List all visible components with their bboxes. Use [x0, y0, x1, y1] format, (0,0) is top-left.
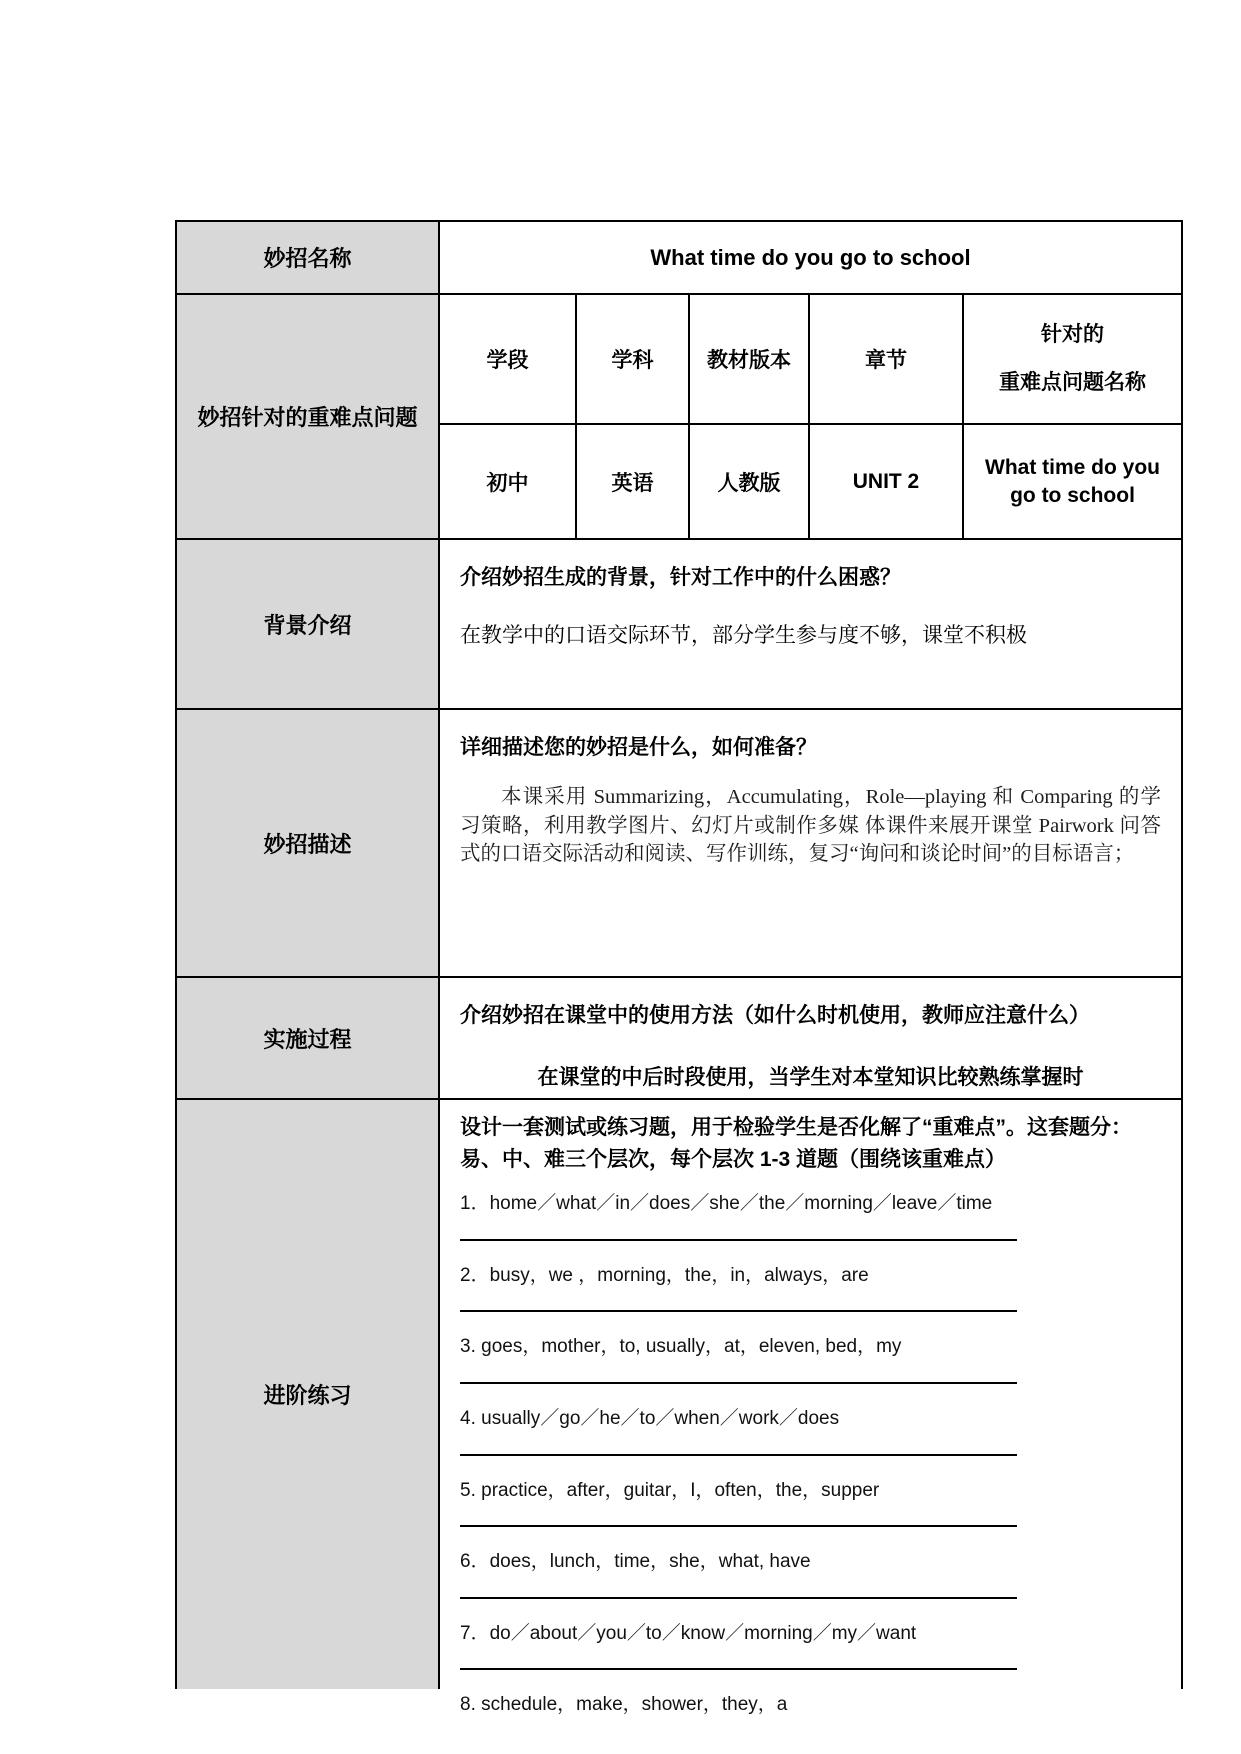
row-target-problem [177, 295, 1181, 540]
implementation-answer: 在课堂的中后时段使用，当学生对本堂知识比较熟练掌握时 [537, 1066, 1084, 1090]
description-label: 妙招描述 [177, 710, 440, 976]
exercise-item-7: 7．do／about／you／to／know／morning／my／want [460, 1622, 917, 1644]
subject-header: 学科 [577, 295, 690, 425]
answer-blank-line [460, 1597, 1017, 1599]
row-background [177, 540, 1181, 710]
chapter-header: 章节 [810, 295, 964, 425]
exercise-list [460, 1191, 1161, 1718]
description-question: 详细描述您的妙招是什么，如何准备？ [460, 736, 817, 759]
lesson-trick-table [175, 220, 1183, 1716]
trick-name-value: What time do you go to school [440, 222, 1181, 293]
practice-intro: 设计一套测试或练习题，用于检验学生是否化解了“重难点”。这套题分：易、中、难三个层次，每个层次 1-3 道题（围绕该重难点） [460, 1116, 1132, 1171]
target-problem-name-header [964, 295, 1181, 425]
implementation-label: 实施过程 [177, 978, 440, 1098]
exercise-item-1: 1．home／what／in／does／she／the／morning／leave／time [460, 1193, 993, 1214]
description-answer: 本课采用 Summarizing，Accumulating，Role—playing 和 Comparing 的学习策略，利用教学图片、幻灯片或制作多媒 体课件来展开课堂 Pairwork 问答式的口语交际活动和阅读、写作训练，复习“询问和谈论时间”的目标语言； [460, 786, 1161, 865]
subject-value: 英语 [577, 425, 690, 538]
answer-blank-line [460, 1239, 1017, 1241]
target-problem-name-header-line1: 针对的 [1041, 322, 1104, 346]
answer-blank-line [460, 1310, 1017, 1312]
implementation-question: 介绍妙招在课堂中的使用方法（如什么时机使用，教师应注意什么） [460, 1004, 1090, 1027]
answer-blank-line [460, 1382, 1017, 1384]
implementation-content [440, 978, 1181, 1098]
background-label: 背景介绍 [177, 540, 440, 708]
background-question: 介绍妙招生成的背景，针对工作中的什么困惑？ [460, 566, 901, 589]
row-trick-name [177, 222, 1181, 295]
practice-label: 进阶练习 [177, 1100, 440, 1689]
answer-blank-line [460, 1668, 1017, 1670]
row-practice [177, 1100, 1181, 1716]
chapter-value: UNIT 2 [810, 425, 964, 538]
exercise-item-3: 3. goes，mother，to, usually，at，eleven, bed，my [460, 1336, 902, 1358]
row-implementation [177, 978, 1181, 1100]
target-problem-name-value: What time do you go to school [985, 456, 1160, 507]
grade-level-value: 初中 [440, 425, 577, 538]
background-content [440, 540, 1181, 708]
exercise-item-4: 4. usually／go／he／to／when／work／does [460, 1407, 840, 1429]
exercise-item-2: 2．busy，we ，morning，the，in，always，are [460, 1264, 869, 1286]
exercise-item-6: 6．does，lunch，time，she，what, have [460, 1551, 811, 1573]
practice-content [440, 1100, 1181, 1716]
target-problem-name-header-line2: 重难点问题名称 [999, 371, 1146, 394]
exercise-item-8: 8. schedule，make，shower，they，a [460, 1694, 788, 1716]
exercise-item-5: 5. practice，after，guitar，I，often，the，supper [460, 1479, 880, 1501]
textbook-version-value: 人教版 [690, 425, 810, 538]
trick-name-label: 妙招名称 [177, 222, 440, 293]
background-answer: 在教学中的口语交际环节，部分学生参与度不够，课堂不积极 [460, 624, 1027, 648]
row-description [177, 710, 1181, 978]
target-problem-label: 妙招针对的重难点问题 [177, 295, 440, 538]
answer-blank-line [460, 1454, 1017, 1456]
textbook-version-header: 教材版本 [690, 295, 810, 425]
grade-level-header: 学段 [440, 295, 577, 425]
description-content [440, 710, 1181, 976]
target-problem-grid [440, 295, 1181, 538]
answer-blank-line [460, 1525, 1017, 1527]
